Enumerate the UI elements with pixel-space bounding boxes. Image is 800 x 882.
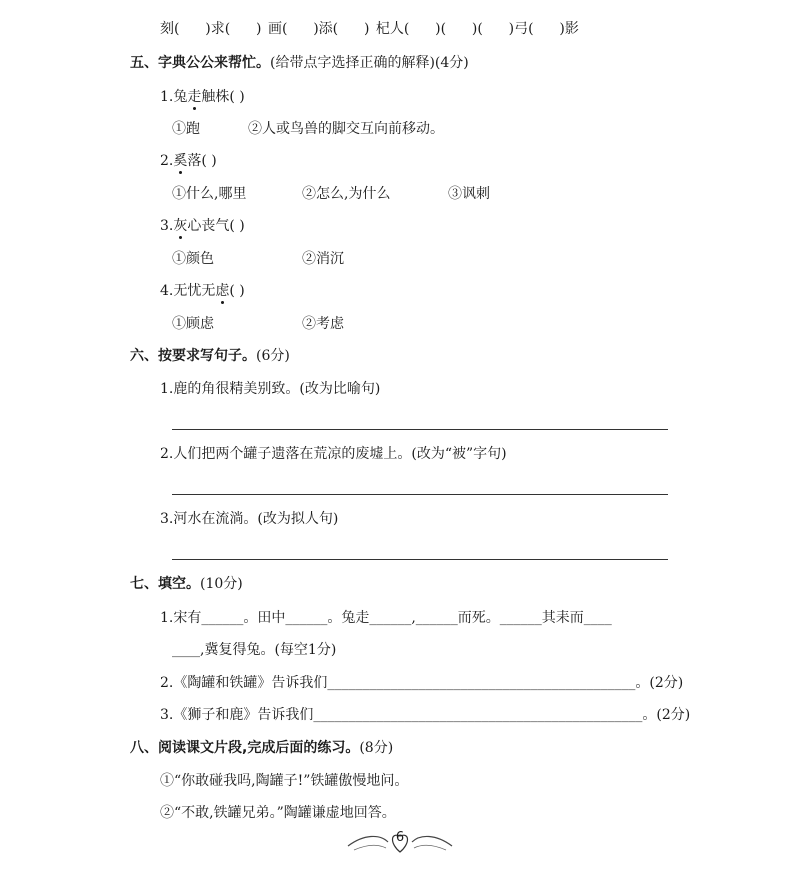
idiom-fill-part5: )( bbox=[435, 21, 447, 37]
section5-q3 bbox=[160, 217, 245, 235]
section8-note: (8分) bbox=[359, 740, 394, 756]
q2-option-1: ①什么,哪里 bbox=[172, 186, 247, 202]
q1-text-before: 1.兔 bbox=[160, 89, 188, 105]
section8-title: 八、阅读课文片段,完成后面的练习。 bbox=[130, 740, 360, 756]
idiom-fill-part1: )求( bbox=[205, 21, 231, 37]
idiom-fill-part3: )添( bbox=[313, 21, 339, 37]
section8-passage-2: ②“不敢,铁罐兄弟。”陶罐谦虚地回答。 bbox=[160, 805, 396, 821]
q1-option-1: ①跑 bbox=[172, 121, 200, 137]
idiom-fill-line bbox=[160, 20, 579, 38]
answer-line-3[interactable] bbox=[172, 559, 668, 560]
q4-text-before: 4.无忧无 bbox=[160, 283, 216, 299]
section7-q1-line2[interactable]: ____,冀复得兔。(每空1分) bbox=[172, 642, 337, 658]
section7-heading bbox=[130, 575, 243, 593]
q2-option-3: ③讽刺 bbox=[448, 186, 490, 202]
section5-q2 bbox=[160, 152, 217, 170]
answer-line-1[interactable] bbox=[172, 429, 668, 430]
section5-q1 bbox=[160, 88, 245, 106]
section7-title: 七、填空。 bbox=[130, 576, 200, 592]
q2-dotted-char: 奚 bbox=[173, 153, 188, 169]
q3-option-1: ①颜色 bbox=[172, 251, 214, 267]
q3-option-2: ②消沉 bbox=[302, 251, 344, 267]
idiom-fill-part4: ) 杞人( bbox=[363, 21, 410, 37]
section7-q1-line1[interactable]: 1.宋有______。田中______。兔走______,______而死。______其耒而____ bbox=[160, 610, 612, 626]
section8-passage-1: ①“你敢碰我吗,陶罐子!”铁罐傲慢地问。 bbox=[160, 773, 409, 789]
idiom-fill-prefix: 刻( bbox=[160, 21, 180, 37]
q3-text-after: 心丧气( ) bbox=[187, 218, 245, 234]
section5-title: 五、字典公公来帮忙。 bbox=[130, 55, 270, 71]
page-number: 6 bbox=[395, 830, 405, 845]
idiom-fill-part2: ) 画( bbox=[256, 21, 288, 37]
q1-option-2: ②人或鸟兽的脚交互向前移动。 bbox=[248, 121, 444, 137]
section6-q3: 3.河水在流淌。(改为拟人句) bbox=[160, 511, 339, 527]
section6-title: 六、按要求写句子。 bbox=[130, 348, 256, 364]
section5-heading bbox=[130, 54, 469, 72]
section6-q2: 2.人们把两个罐子遗落在荒凉的废墟上。(改为“被”字句) bbox=[160, 446, 507, 462]
section8-heading bbox=[130, 739, 393, 757]
q4-text-after: ( ) bbox=[229, 283, 245, 299]
q4-option-2: ②考虑 bbox=[302, 316, 344, 332]
section6-note: (6分) bbox=[256, 348, 290, 364]
section5-note: (给带点字选择正确的解释)(4分) bbox=[270, 55, 469, 71]
section7-q2[interactable]: 2.《陶罐和铁罐》告诉我们____________________________________________。(2分) bbox=[160, 675, 684, 691]
answer-line-2[interactable] bbox=[172, 494, 668, 495]
q2-text-before: 2. bbox=[160, 153, 174, 169]
idiom-fill-part7: )弓( bbox=[508, 21, 534, 37]
idiom-fill-suffix: )影 bbox=[559, 21, 579, 37]
q3-text-before: 3. bbox=[160, 218, 174, 234]
q1-dotted-char: 走 bbox=[187, 89, 202, 105]
q2-option-2: ②怎么,为什么 bbox=[302, 186, 391, 202]
q1-text-after: 触株( ) bbox=[201, 89, 245, 105]
section6-heading bbox=[130, 347, 290, 365]
idiom-fill-part6: )( bbox=[471, 21, 483, 37]
q4-dotted-char: 虑 bbox=[215, 283, 230, 299]
q3-dotted-char: 灰 bbox=[173, 218, 188, 234]
section7-q3[interactable]: 3.《狮子和鹿》告诉我们_______________________________________________。(2分) bbox=[160, 707, 691, 723]
q2-text-after: 落( ) bbox=[187, 153, 217, 169]
page-footer bbox=[340, 820, 460, 860]
section5-q4 bbox=[160, 282, 245, 300]
section7-note: (10分) bbox=[200, 576, 243, 592]
section6-q1: 1.鹿的角很精美别致。(改为比喻句) bbox=[160, 381, 381, 397]
q4-option-1: ①顾虑 bbox=[172, 316, 214, 332]
